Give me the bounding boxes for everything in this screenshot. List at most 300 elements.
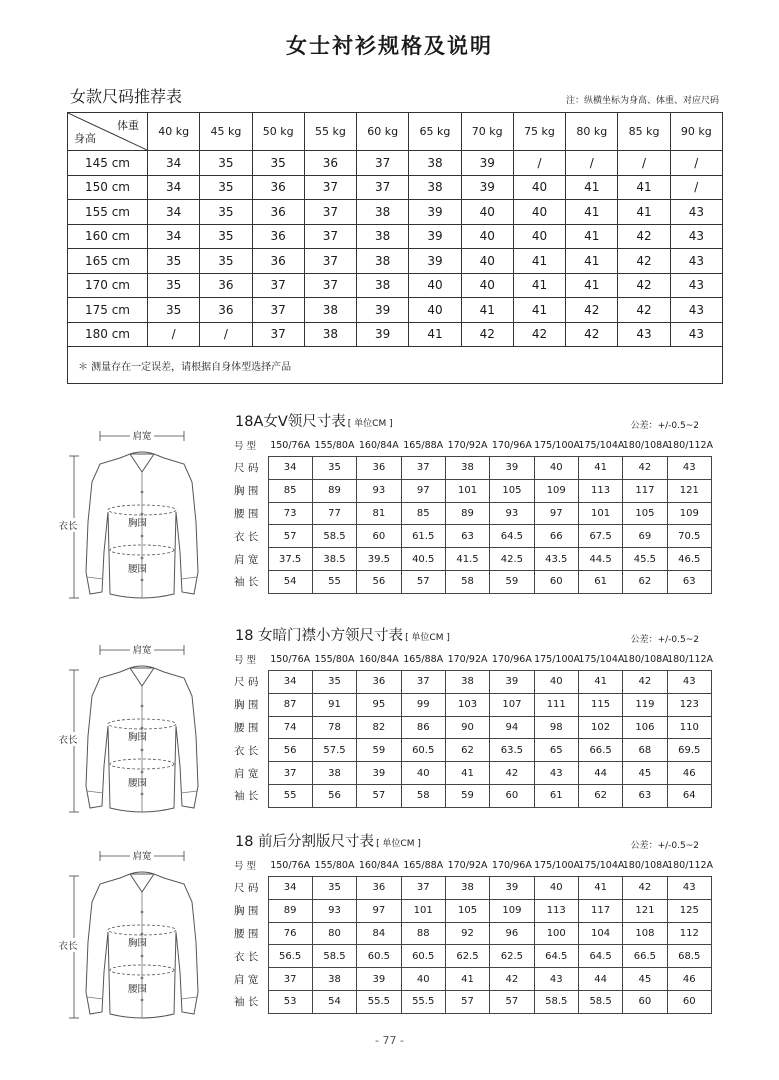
recommend-cell: 43 (618, 322, 670, 347)
recommend-cell: 39 (461, 175, 513, 200)
shirt-diagram (50, 636, 240, 816)
size-cell: 109 (490, 899, 534, 922)
weight-header: 90 kg (670, 113, 722, 151)
size-header: 175/104A (578, 653, 625, 665)
recommend-cell: 41 (618, 175, 670, 200)
recommend-cell: 42 (618, 249, 670, 274)
size-cell: 57 (357, 784, 401, 807)
size-cell: 96 (490, 922, 534, 945)
shirt-diagram-icon (50, 636, 240, 816)
recommend-cell: 39 (409, 200, 461, 225)
size-cell: 97 (357, 899, 401, 922)
weight-header: 85 kg (618, 113, 670, 151)
size-cell: 62 (445, 739, 489, 762)
size-cell: 43 (534, 762, 578, 785)
recommend-cell: 39 (357, 298, 409, 323)
size-cell: 69.5 (667, 739, 711, 762)
size-cell: 64 (667, 784, 711, 807)
size-cell: 59 (357, 739, 401, 762)
size-cell: 40.5 (401, 548, 445, 571)
size-row-label: 袖 长 (234, 790, 259, 803)
size-header: 180/112A (667, 439, 714, 451)
size-header: 170/96A (491, 653, 532, 665)
recommend-cell: 38 (357, 273, 409, 298)
size-header: 155/80A (314, 653, 355, 665)
size-cell: 43 (667, 457, 711, 480)
size-cell: 60 (357, 525, 401, 548)
section-title-text: 18 前后分割版尺寸表 (235, 834, 375, 850)
size-cell: 35 (312, 877, 356, 900)
size-cell: 105 (623, 502, 667, 525)
size-cell: 60.5 (401, 739, 445, 762)
size-cell: 41 (578, 457, 622, 480)
size-cell: 59 (445, 784, 489, 807)
size-cell: 82 (357, 716, 401, 739)
size-row (232, 570, 712, 593)
size-cell: 39.5 (357, 548, 401, 571)
size-row (232, 693, 712, 716)
size-cell: 46 (667, 968, 711, 991)
size-cell: 98 (534, 716, 578, 739)
recommend-cell: 43 (670, 224, 722, 249)
size-header-label: 号 型 (234, 861, 257, 873)
size-cell: 101 (445, 479, 489, 502)
size-cell: 42 (623, 457, 667, 480)
size-cell: 39 (490, 671, 534, 694)
size-cell: 110 (667, 716, 711, 739)
size-cell: 63 (667, 570, 711, 593)
size-header: 170/92A (447, 653, 488, 665)
size-cell: 60 (667, 990, 711, 1013)
size-cell: 57 (445, 990, 489, 1013)
recommend-cell: 40 (409, 298, 461, 323)
chest-label: 胸围 (128, 732, 148, 743)
size-cell: 60.5 (357, 945, 401, 968)
size-cell: 55.5 (357, 990, 401, 1013)
shirt-diagram (50, 422, 240, 602)
size-row (232, 739, 712, 762)
size-cell: 39 (490, 877, 534, 900)
recommend-note: 注：纵横坐标为身高、体重、对应尺码 (565, 96, 719, 106)
size-row-label: 袖 长 (234, 576, 259, 589)
size-cell: 38 (312, 968, 356, 991)
size-cell: 97 (401, 479, 445, 502)
size-cell: 90 (445, 716, 489, 739)
recommend-row (68, 175, 723, 200)
size-row-label: 肩 宽 (234, 973, 259, 986)
size-row (232, 479, 712, 502)
size-cell: 58.5 (534, 990, 578, 1013)
size-cell: 91 (312, 693, 356, 716)
size-row-label: 胸 围 (234, 905, 259, 918)
size-row-label: 胸 围 (234, 699, 259, 712)
recommend-cell: 37 (252, 273, 304, 298)
size-cell: 57.5 (312, 739, 356, 762)
size-header: 160/84A (358, 653, 399, 665)
size-cell: 107 (490, 693, 534, 716)
section-title-text: 18A女V领尺寸表 (235, 414, 346, 430)
size-row (232, 899, 712, 922)
recommend-cell: 38 (357, 200, 409, 225)
size-cell: 66.5 (578, 739, 622, 762)
section-unit: [ 单位CM ] (405, 633, 450, 643)
size-cell: 40 (534, 877, 578, 900)
size-cell: 121 (623, 899, 667, 922)
size-cell: 55 (312, 570, 356, 593)
size-row-label: 衣 长 (234, 530, 259, 543)
recommend-cell: 41 (566, 249, 618, 274)
size-cell: 43 (534, 968, 578, 991)
size-cell: 34 (268, 671, 312, 694)
recommend-cell: 37 (304, 200, 356, 225)
size-header: 150/76A (270, 859, 311, 871)
weight-header: 55 kg (304, 113, 356, 151)
recommend-cell: 38 (304, 298, 356, 323)
size-cell: 34 (268, 877, 312, 900)
size-cell: 68.5 (667, 945, 711, 968)
size-cell: 65 (534, 739, 578, 762)
recommend-cell: 41 (566, 273, 618, 298)
size-cell: 38 (445, 877, 489, 900)
recommend-cell: 41 (513, 273, 565, 298)
size-cell: 92 (445, 922, 489, 945)
size-cell: 38 (445, 671, 489, 694)
size-header: 180/108A (622, 653, 669, 665)
recommend-cell: 34 (148, 200, 200, 225)
size-cell: 56 (268, 739, 312, 762)
size-cell: 41 (445, 762, 489, 785)
size-cell: 85 (401, 502, 445, 525)
size-cell: 37 (401, 877, 445, 900)
weight-header: 50 kg (252, 113, 304, 151)
size-row (232, 502, 712, 525)
size-row (232, 548, 712, 571)
size-cell: 43 (667, 877, 711, 900)
recommend-cell: 36 (252, 249, 304, 274)
size-header: 160/84A (358, 859, 399, 871)
recommend-cell: 37 (357, 175, 409, 200)
size-row-label: 尺 码 (234, 882, 259, 895)
size-spec-table (232, 434, 712, 594)
size-row (232, 990, 712, 1013)
recommend-cell: 35 (148, 273, 200, 298)
recommend-cell: 41 (513, 249, 565, 274)
size-header: 165/88A (403, 653, 444, 665)
size-cell: 55.5 (401, 990, 445, 1013)
size-row (232, 716, 712, 739)
recommend-cell: 39 (461, 151, 513, 176)
size-cell: 39 (357, 762, 401, 785)
size-cell: 62 (623, 570, 667, 593)
recommend-cell: 37 (304, 175, 356, 200)
recommend-cell: 41 (566, 175, 618, 200)
recommend-cell: 35 (200, 175, 252, 200)
size-cell: 45 (623, 968, 667, 991)
size-header: 165/88A (403, 859, 444, 871)
size-cell: 112 (667, 922, 711, 945)
size-cell: 95 (357, 693, 401, 716)
size-row (232, 671, 712, 694)
size-cell: 76 (268, 922, 312, 945)
recommend-cell: 39 (409, 224, 461, 249)
recommend-footnote: ＊ 测量存在一定误差，请根据自身体型选择产品 (68, 347, 723, 384)
size-cell: 63 (623, 784, 667, 807)
recommend-cell: / (513, 151, 565, 176)
size-cell: 35 (312, 671, 356, 694)
size-cell: 58.5 (312, 945, 356, 968)
size-cell: 84 (357, 922, 401, 945)
size-header-row (232, 854, 712, 877)
recommend-cell: 42 (461, 322, 513, 347)
size-cell: 35 (312, 457, 356, 480)
size-cell: 58 (401, 784, 445, 807)
length-label: 衣长 (58, 735, 78, 746)
size-cell: 101 (401, 899, 445, 922)
size-cell: 68 (623, 739, 667, 762)
recommend-cell: 35 (200, 249, 252, 274)
size-row-label: 袖 长 (234, 996, 259, 1009)
size-header: 150/76A (270, 653, 311, 665)
size-cell: 41 (445, 968, 489, 991)
size-header: 155/80A (314, 859, 355, 871)
recommend-cell: / (670, 175, 722, 200)
height-header: 145 cm (68, 151, 148, 176)
size-cell: 42 (623, 877, 667, 900)
size-header-row (232, 648, 712, 671)
size-cell: 41.5 (445, 548, 489, 571)
size-row-label: 腰 围 (234, 721, 259, 734)
recommend-cell: 42 (618, 298, 670, 323)
chest-label: 胸围 (128, 938, 148, 949)
weight-header: 80 kg (566, 113, 618, 151)
length-label: 衣长 (58, 521, 78, 532)
size-recommend-table (67, 112, 723, 384)
size-cell: 105 (490, 479, 534, 502)
weight-header: 75 kg (513, 113, 565, 151)
recommend-cell: 43 (670, 200, 722, 225)
weight-header: 45 kg (200, 113, 252, 151)
recommend-cell: 40 (461, 200, 513, 225)
tolerance-note: 公差：+/-0.5~2 (630, 421, 699, 431)
size-cell: 37 (401, 671, 445, 694)
size-cell: 36 (357, 671, 401, 694)
length-label: 衣长 (58, 941, 78, 952)
size-cell: 81 (357, 502, 401, 525)
size-cell: 58.5 (312, 525, 356, 548)
size-cell: 93 (357, 479, 401, 502)
recommend-cell: 37 (357, 151, 409, 176)
recommend-footnote-row (68, 347, 723, 384)
size-cell: 67.5 (578, 525, 622, 548)
size-row (232, 945, 712, 968)
size-cell: 34 (268, 457, 312, 480)
shirt-diagram-icon (50, 422, 240, 602)
recommend-cell: 37 (252, 298, 304, 323)
size-cell: 46.5 (667, 548, 711, 571)
recommend-row (68, 298, 723, 323)
recommend-cell: 43 (670, 249, 722, 274)
size-header: 180/108A (622, 859, 669, 871)
height-header: 150 cm (68, 175, 148, 200)
recommend-row (68, 200, 723, 225)
size-cell: 37 (268, 968, 312, 991)
size-cell: 39 (357, 968, 401, 991)
size-cell: 38 (445, 457, 489, 480)
size-cell: 60 (623, 990, 667, 1013)
tolerance-note: 公差：+/-0.5~2 (630, 841, 699, 851)
shoulder-label: 肩宽 (132, 645, 152, 656)
recommend-row (68, 273, 723, 298)
recommend-cell: 36 (200, 273, 252, 298)
size-cell: 80 (312, 922, 356, 945)
recommend-cell: 41 (513, 298, 565, 323)
size-cell: 104 (578, 922, 622, 945)
size-header: 150/76A (270, 439, 311, 451)
size-cell: 121 (667, 479, 711, 502)
size-cell: 105 (445, 899, 489, 922)
chest-label: 胸围 (128, 518, 148, 529)
size-header: 175/100A (534, 859, 581, 871)
recommend-cell: 34 (148, 224, 200, 249)
size-cell: 78 (312, 716, 356, 739)
section-title-text: 18 女暗门襟小方领尺寸表 (235, 628, 404, 644)
size-cell: 62.5 (445, 945, 489, 968)
recommend-cell: 42 (618, 224, 670, 249)
recommend-cell: 39 (409, 249, 461, 274)
recommend-cell: / (200, 322, 252, 347)
recommend-row (68, 322, 723, 347)
recommend-cell: 40 (461, 249, 513, 274)
size-row (232, 457, 712, 480)
recommend-header-row (68, 113, 723, 151)
size-cell: 89 (268, 899, 312, 922)
size-cell: 93 (312, 899, 356, 922)
shoulder-label: 肩宽 (132, 431, 152, 442)
size-cell: 37.5 (268, 548, 312, 571)
recommend-cell: 41 (461, 298, 513, 323)
recommend-cell: 40 (461, 224, 513, 249)
recommend-cell: 35 (252, 151, 304, 176)
size-row (232, 784, 712, 807)
size-cell: 103 (445, 693, 489, 716)
recommend-cell: 35 (148, 298, 200, 323)
size-header: 180/112A (667, 653, 714, 665)
tolerance-note: 公差：+/-0.5~2 (630, 635, 699, 645)
recommend-cell: 40 (513, 175, 565, 200)
recommend-cell: 38 (357, 249, 409, 274)
size-header: 155/80A (314, 439, 355, 451)
size-cell: 41 (578, 877, 622, 900)
weight-header: 60 kg (357, 113, 409, 151)
size-cell: 74 (268, 716, 312, 739)
recommend-cell: 39 (357, 322, 409, 347)
size-header-row (232, 434, 712, 457)
recommend-cell: 38 (357, 224, 409, 249)
size-header: 160/84A (358, 439, 399, 451)
recommend-cell: 42 (618, 273, 670, 298)
size-cell: 102 (578, 716, 622, 739)
size-spec-table (232, 854, 712, 1014)
recommend-cell: 38 (409, 151, 461, 176)
height-header: 180 cm (68, 322, 148, 347)
size-cell: 43.5 (534, 548, 578, 571)
size-cell: 54 (312, 990, 356, 1013)
page-number: - 77 - (375, 1034, 404, 1047)
recommend-cell: 34 (148, 175, 200, 200)
size-cell: 42 (490, 762, 534, 785)
size-cell: 54 (268, 570, 312, 593)
recommend-cell: 35 (200, 224, 252, 249)
size-cell: 42 (623, 671, 667, 694)
size-cell: 61 (578, 570, 622, 593)
section-title (235, 830, 421, 851)
size-header: 170/96A (491, 859, 532, 871)
recommend-cell: 36 (252, 224, 304, 249)
size-cell: 55 (268, 784, 312, 807)
recommend-cell: 35 (148, 249, 200, 274)
recommend-cell: 38 (409, 175, 461, 200)
recommend-row (68, 249, 723, 274)
recommend-cell: 40 (409, 273, 461, 298)
recommend-cell: 37 (304, 249, 356, 274)
size-row-label: 肩 宽 (234, 767, 259, 780)
size-cell: 117 (578, 899, 622, 922)
waist-label: 腰围 (128, 778, 148, 789)
size-cell: 42 (490, 968, 534, 991)
size-cell: 56.5 (268, 945, 312, 968)
size-cell: 57 (268, 525, 312, 548)
size-cell: 86 (401, 716, 445, 739)
size-cell: 40 (401, 968, 445, 991)
size-cell: 61.5 (401, 525, 445, 548)
size-header: 175/104A (578, 859, 625, 871)
height-header: 175 cm (68, 298, 148, 323)
size-cell: 60 (534, 570, 578, 593)
size-cell: 69 (623, 525, 667, 548)
recommend-cell: 36 (304, 151, 356, 176)
size-cell: 45 (623, 762, 667, 785)
size-cell: 89 (312, 479, 356, 502)
size-cell: 115 (578, 693, 622, 716)
recommend-cell: 43 (670, 322, 722, 347)
recommend-cell: 41 (566, 200, 618, 225)
size-cell: 62 (578, 784, 622, 807)
size-cell: 77 (312, 502, 356, 525)
size-cell: 117 (623, 479, 667, 502)
size-cell: 58 (445, 570, 489, 593)
size-cell: 93 (490, 502, 534, 525)
section-title (235, 624, 450, 645)
size-header: 180/112A (667, 859, 714, 871)
size-cell: 56 (312, 784, 356, 807)
recommend-cell: 40 (513, 224, 565, 249)
size-row (232, 922, 712, 945)
size-header: 175/100A (534, 653, 581, 665)
size-cell: 53 (268, 990, 312, 1013)
shirt-diagram-icon (50, 842, 240, 1022)
height-header: 170 cm (68, 273, 148, 298)
recommend-row (68, 224, 723, 249)
size-row-label: 腰 围 (234, 927, 259, 940)
size-header-label: 号 型 (234, 655, 257, 667)
size-cell: 61 (534, 784, 578, 807)
size-cell: 109 (534, 479, 578, 502)
size-header: 170/92A (447, 859, 488, 871)
size-cell: 46 (667, 762, 711, 785)
size-cell: 64.5 (490, 525, 534, 548)
size-cell: 100 (534, 922, 578, 945)
weight-header: 65 kg (409, 113, 461, 151)
